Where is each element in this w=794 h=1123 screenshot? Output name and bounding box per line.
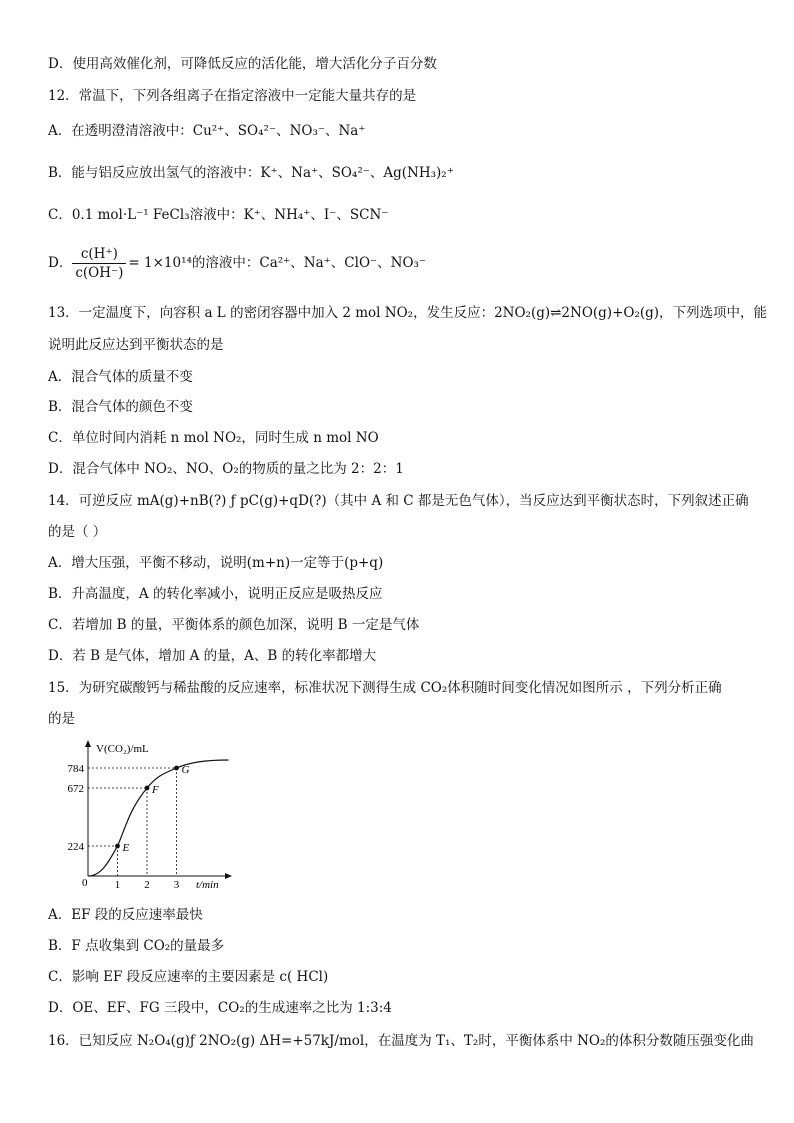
q14-option-c: C．若增加 B 的量，平衡体系的颜色加深，说明 B 一定是气体 [48,617,420,633]
y-tick-label: 784 [67,763,84,775]
q13-option-a: A．混合气体的质量不变 [48,369,193,385]
q14-option-d: D．若 B 是气体，增加 A 的量，A、B 的转化率都增大 [48,648,377,664]
x-tick-label: 1 [114,879,121,891]
q15-option-b: B．F 点收集到 CO₂的量最多 [48,938,225,954]
q14-stem-line2: 的是（ ） [48,524,107,540]
q15-stem-line2: 的是 [48,711,75,727]
q13-stem-line1: 13．一定温度下，向容积 a L 的密闭容器中加入 2 mol NO₂，发生反应：2NO₂(g)⇌2NO(g)+O₂(g)，下列选项中，能 [48,305,768,321]
point-label-e: E [122,842,130,854]
x-tick-label: 2 [144,879,150,891]
y-axis-arrow [85,740,91,747]
point-label-g: G [181,764,190,776]
q14-option-b: B．升高温度，A 的转化率减小，说明正反应是吸热反应 [48,586,383,602]
y-tick-label: 224 [67,841,84,853]
q12-option-d [48,244,754,282]
q12-option-b: B．能与铝反应放出氢气的溶液中：K⁺、Na⁺、SO₄²⁻、Ag(NH₃)₂⁺ [48,165,454,181]
fraction-numerator: c(H⁺) [72,245,126,264]
q13-option-d: D．混合气体中 NO₂、NO、O₂的物质的量之比为 2：2：1 [48,461,404,477]
q12-option-d-label: D． [48,255,73,271]
x-axis-label: t/min [196,879,219,891]
point-e [115,844,120,849]
origin-label: 0 [82,877,88,889]
q12-stem: 12．常温下，下列各组离子在指定溶液中一定能大量共存的是 [48,88,417,104]
q13-option-b: B．混合气体的颜色不变 [48,399,193,415]
q16-stem-line1: 16．已知反应 N₂O₄(g)ƒ 2NO₂(g) ΔH=+57kJ/mol，在温度为 T₁、T₂时，平衡体系中 NO₂的体积分数随压强变化曲 [48,1033,754,1049]
q14-option-a: A．增大压强，平衡不移动，说明(m+n)一定等于(p+q) [48,555,384,571]
q12-option-a: A．在透明澄清溶液中：Cu²⁺、SO₄²⁻、NO₃⁻、Na⁺ [48,123,366,139]
x-axis-arrow [225,873,232,879]
chart-layer [68,740,233,891]
q15-option-c: C．影响 EF 段反应速率的主要因素是 c( HCl) [48,969,329,985]
q11-option-d: D．使用高效催化剂，可降低反应的活化能，增大活化分子百分数 [48,56,437,72]
q15-option-a: A．EF 段的反应速率最快 [48,907,203,923]
co2-volume-chart [56,738,236,894]
q12-option-d-text: = 1×10¹⁴的溶液中：Ca²⁺、Na⁺、ClO⁻、NO₃⁻ [128,255,427,271]
q15-option-d: D．OE、EF、FG 三段中，CO₂的生成速率之比为 1:3:4 [48,1000,392,1016]
y-axis-label: V(CO₂)/mL [96,743,149,755]
q15-stem-line1: 15．为研究碳酸钙与稀盐酸的反应速率，标准状况下测得生成 CO₂体积随时间变化情况如图所示 ，下列分析正确 [48,680,722,696]
x-tick-label: 3 [173,879,180,891]
q13-option-c: C．单位时间内消耗 n mol NO₂，同时生成 n mol NO [48,430,379,446]
y-tick-label: 672 [67,783,84,795]
q12-option-c: C．0.1 mol·L⁻¹ FeCl₃溶液中：K⁺、NH₄⁺、I⁻、SCN⁻ [48,207,389,223]
point-f [145,786,150,791]
q14-stem-line1: 14．可逆反应 mA(g)+nB(?) ƒ pC(g)+qD(?)（其中 A 和 C 都是无色气体），当反应达到平衡状态时，下列叙述正确 [48,493,749,509]
co2-volume-curve [88,760,229,876]
point-g [174,766,179,771]
fraction-denominator: c(OH⁻) [75,265,124,281]
q13-stem-line2: 说明此反应达到平衡状态的是 [48,337,224,353]
point-label-f: F [152,784,159,796]
ratio-fraction [72,245,126,282]
